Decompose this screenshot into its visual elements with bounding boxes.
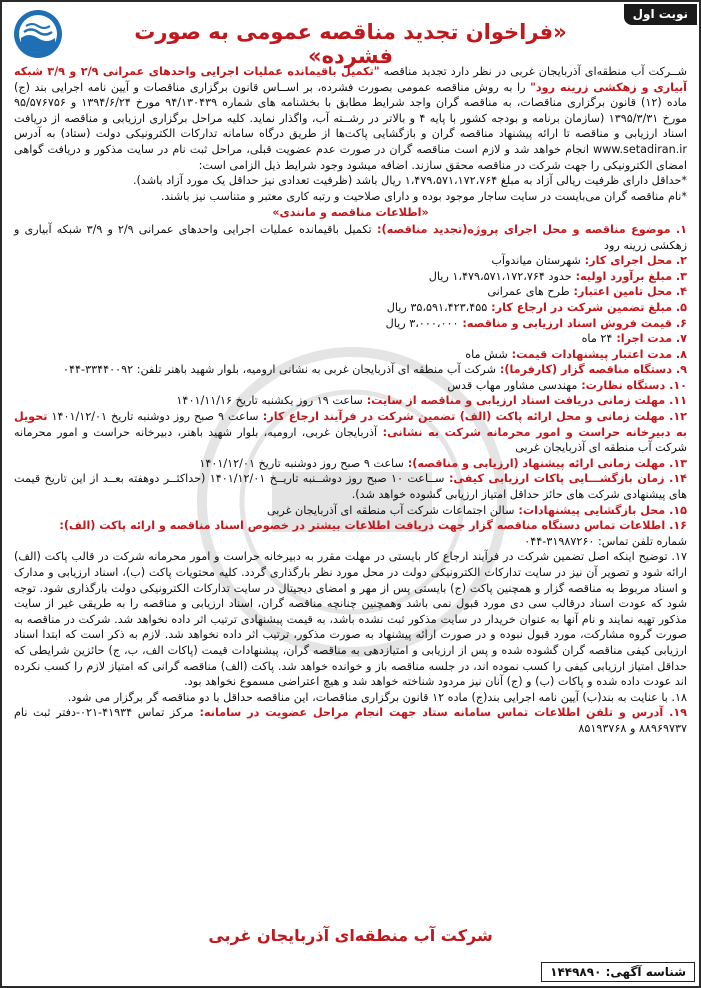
item-3 [14, 269, 687, 285]
item-4 [14, 284, 687, 300]
item-value: شرکت آب منطقه ای آذربایجان غربی به نشانی ارومیه، بلوار شهید باهنر تلفن: ۳۳۴۴۰۰۹۲-۰۴۴ [63, 363, 496, 377]
item-12 [14, 409, 687, 456]
item-1 [14, 222, 687, 253]
item-13 [14, 456, 687, 472]
item-value: شماره تلفن تماس: ۳۱۹۸۷۲۶۰-۰۴۴ [524, 534, 687, 548]
item-value: ۳،۰۰۰،۰۰۰ ریال [385, 316, 459, 330]
item-7 [14, 331, 687, 347]
item-6 [14, 316, 687, 332]
item-value: تکمیل باقیمانده عملیات اجرایی واحدهای عمرانی ۲/۹ و ۳/۹ شبکه آبیاری و زهکشی زرینه رود [14, 222, 687, 252]
condition-1: *حداقل دارای ظرفیت ریالی آزاد به مبلغ ۱،۴۷۹،۵۷۱،۱۷۲،۷۶۴ ریال باشد (ظرفیت تعدادی نیز حداقل یک مورد آزاد باشد). [132, 174, 687, 188]
item-5 [14, 300, 687, 316]
intro-text-a: شــرکت آب منطقه‌ای آذربایجان غربی در نظر دارد تجدید مناقصه [379, 65, 687, 78]
item-value: طرح های عمرانی [487, 285, 570, 299]
notice-body [14, 64, 687, 922]
item-label: ۶. قیمت فروش اسناد ارزیابی و مناقصه: [458, 316, 687, 330]
item-label: ۱۵. محل بازگشایی پیشنهادات: [514, 503, 687, 517]
item-15 [14, 503, 687, 519]
item-value: ساعت ۹ صبح روز دوشنبه تاریخ ۱۴۰۱/۱۲/۰۱ [199, 456, 404, 470]
item-value: حدود ۱،۴۷۹،۵۷۱،۱۷۲،۷۶۴ ریال [428, 269, 572, 283]
item-16 [14, 518, 687, 549]
item-label: ۱۱. مهلت زمانی دریافت اسناد ارزیابی و مناقصه از سایت: [362, 394, 687, 408]
item-label-secondary: تحویل به دبیرخانه حراست و امور محرمانه شرکت به نشانی: [14, 410, 687, 439]
item-label: ۱۶. اطلاعات تماس دستگاه مناقصه گزار جهت دریافت اطلاعات بیشتر در خصوص اسناد مناقصه و ارائه پاکت (الف): [59, 519, 687, 533]
item-label: ۱۲. مهلت زمانی و محل ارائه پاکت (الف) تضمین شرکت در فرآیند ارجاع کار: [258, 410, 688, 424]
item-14 [14, 471, 687, 502]
item-value: ۲۴ ماه [581, 332, 613, 346]
item-value: سالن اجتماعات شرکت آب منطقه ای آذربایجان غربی [266, 503, 515, 517]
item-label: ۱۴. زمان بازگشـــایی پاکات ارزیابی کیفی: [444, 472, 687, 486]
header [2, 2, 699, 68]
item-label: ۷. مدت اجرا: [612, 332, 687, 346]
item-label: ۱۳. مهلت زمانی ارائه پیشنهاد (ارزیابی و مناقصه): [403, 456, 687, 470]
item-value: مرکز تماس ۴۱۹۳۴-۰۲۱-دفتر ثبت نام ۸۸۹۶۹۷۳۷ و ۸۵۱۹۳۷۶۸ [14, 706, 687, 735]
intro-text-c: را به روش مناقصه عمومی بصورت فشرده، بر اســاس قانون برگزاری مناقصات و آیین نامه اجرایی بند (ج) ماده (۱۲) قانون برگزاری مناقصات، به مناقصه گران واجد شرایط مطابق با بخشنامه های شماره ۹۴/۱۳۰۴۳۹ مورخ ۱۳۹۴/۶/۲۴ و ۹۵/۵۷۶۷۵۶ مورخ ۱۳۹۵/۳/۳۱ (سازمان برنامه و بودجه کشور با پایه ۴ و بالاتر در رشــته آب، واگذار نماید. کلیه مراحل برگزاری ارزیابی و مناقصه از دریافت اسناد ارزیابی و مناقصه تا ارائه پیشنهاد مناقصه گران و بازگشایی پاکت‌ها از طریق درگاه سامانه تدارکات الکترونیکی دولت (ستاد) به آدرس www.setadiran.ir انجام خواهد شد و لازم است مناقصه گران در صورت عدم عضویت قبلی، مراحل ثبت نام در سایت مذکور و دریافت گواهی امضای الکترونیکی را جهت شرکت در مناقصه محقق سازند. اضافه میشود وجود شرایط ذیل الزامی است: [14, 80, 688, 172]
item-label: ۱. موضوع مناقصه و محل اجرای پروژه(تجدید مناقصه): [371, 222, 687, 236]
item-10 [14, 378, 687, 394]
item-value: ســاعت ۱۰ صبح روز دوشــنبه تاریــخ ۱۴۰۱/۱۲/۰۱ (حداکثــر دوهفته بعــد از این تاریخ قیمت های پیشنهادی شرکت های حائز حداقل امتیاز ارزیابی گشوده خواهد شد). [14, 472, 687, 502]
item-18: ۱۸. با عنایت به بند(ب) آیین نامه اجرایی بند(ج) ماده ۱۲ قانون برگزاری مناقصات، این مناقصه حداقل با دو مناقصه گر برگزار می شود. [67, 690, 687, 704]
item-label: ۴. محل تامین اعتبار: [569, 285, 687, 299]
round-badge: نوبت اول [624, 4, 697, 25]
section-title: «اطلاعات مناقصه و مانندی» [272, 206, 429, 220]
item-value: شش ماه [465, 347, 508, 361]
condition-2: *نام مناقصه گران می‌بایست در سایت ساجار موجود بوده و دارای صلاحیت و رتبه کاری معتبر و متناسب نیز باشند. [160, 189, 687, 203]
item-label: ۱۰. دستگاه نظارت: [577, 378, 687, 392]
project-title-highlight: "تکمیل باقیمانده عملیات اجرایی واحدهای عمرانی ۲/۹ و ۳/۹ شبکه آبیاری و زهکشی زرینه رود" [14, 65, 687, 94]
item-19 [14, 705, 687, 736]
item-17: ۱۷. توضیح اینکه اصل تضمین شرکت در فرآیند ارجاع کار بایستی در مهلت مقرر به دبیرخانه حراست و امور محرمانه شرکت در قالب پاکت (الف) ارائه شود و تصویر آن نیز در سایت تدارکات الکترونیکی دولت در محل مورد نظر بارگذاری گردد. کلیه محتویات پاکت (ب)، اسناد ارزیابی و مدارک و اسناد مربوط به مناقصه گزار و همچنین پاکت (ج) بایستی پس از مهر و امضای دیجیتال در سایت تدارکات الکترونیکی دولت بارگذاری شود. توجه شود که عودت اسناد درقالب سی دی مورد قبول نمی باشد وهمچنین چنانچه مناقصه گران، اسناد ارزیابی و مناقصه را به طریقی غیر از سایت مذکور تهیه نمایند و نام آنها به عنوان خریدار در سایت مذکور ثبت نشده باشد، به قیمت پیشنهادی ترتیب اثر داده نخواهد شد. شرکت در مناقصه به صورت گروه مشارکت، مورد قبول نبوده و در صورت ارائه پیشنهاد به صورت مذکور، ترتیب اثر داده نخواهد شد. لازم به ذکر است که ابتدا اسناد ارزیابی کیفی مناقصه گران گشوده شده و پس از ارزیابی و امتیازدهی به مناقصه گران، پیشنهادات قیمت (پاکات الف، ب، ج) حائزین شرایطی که حداقل امتیاز ارزیابی کیفی را کسب نموده اند، در جلسه مناقصه باز و خوانده خواهد شد. پاکت (الف) مناقصه گرانی که امتیاز لازم را کسب نکرده اند عودت داده شده و پاکات (ب) و (ج) آنان نیز مردود شناخته خواهد شد و هیچ اعتراضی مسموع نخواهد بود. [14, 550, 687, 689]
item-label: ۲. محل اجرای کار: [580, 254, 687, 268]
item-value: ساعت ۱۹ روز یکشنبه تاریخ ۱۴۰۱/۱۱/۱۶ [176, 394, 363, 408]
item-value: مهندسی مشاور مهاب قدس [447, 378, 578, 392]
ad-id-box: شناسه آگهی: ۱۴۴۹۸۹۰ [541, 962, 695, 982]
notice-title: «فراخوان تجدید مناقصه عمومی به صورت فشرده» [134, 20, 567, 68]
intro-paragraph [14, 64, 687, 173]
item-8 [14, 347, 687, 363]
footer-organization: شرکت آب منطقه‌ای آذربایجان غربی [208, 926, 493, 945]
item-value: ۳۵،۵۹۱،۴۲۳،۴۵۵ ریال [386, 300, 488, 314]
item-9 [14, 362, 687, 378]
water-company-logo-icon [12, 8, 64, 60]
item-value: ساعت ۹ صبح روز دوشنبه تاریخ ۱۴۰۱/۱۲/۰۱ [47, 410, 259, 424]
item-label: ۹. دستگاه مناقصه گزار (کارفرما): [495, 363, 687, 377]
item-value: شهرستان میاندوآب [491, 254, 581, 268]
item-label: ۸. مدت اعتبار پیشنهادات قیمت: [507, 347, 687, 361]
item-label: ۳. مبلغ برآورد اولیه: [571, 269, 687, 283]
item-label: ۵. مبلغ تضمین شرکت در ارجاع کار: [487, 300, 687, 314]
item-value-secondary: آذربایجان غربی، ارومیه، بلوار شهید باهنر، دبیرخانه حراست و امور محرمانه شرکت آب منطقه ای آذربایجان غربی [14, 425, 687, 455]
item-label: ۱۹. آدرس و تلفن اطلاعات تماس سامانه ستاد جهت انجام مراحل عضویت در سامانه: [193, 706, 687, 720]
item-2 [14, 253, 687, 269]
item-11 [14, 393, 687, 409]
footer [2, 922, 699, 986]
